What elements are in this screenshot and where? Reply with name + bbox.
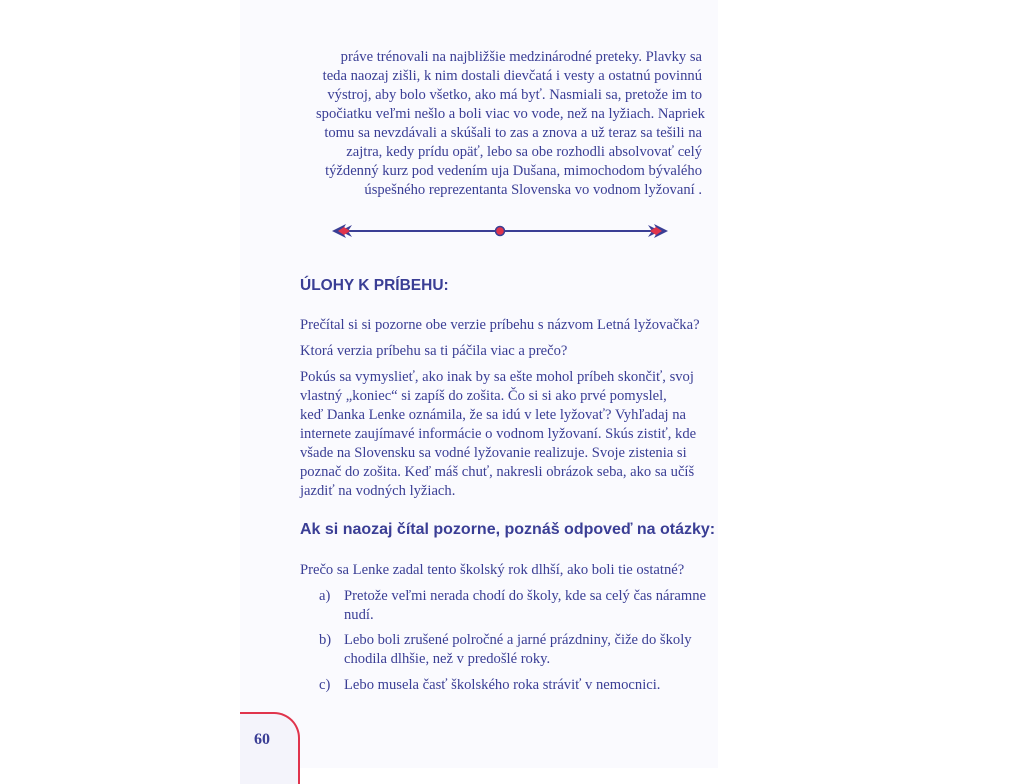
story-line: výstroj, aby bolo všetko, ako má byť. Nasmiali sa, pretože im to [327, 87, 702, 103]
option-letter: b) [319, 632, 332, 648]
story-line: spočiatku veľmi nešlo a boli viac vo vode, než na lyžiach. Napriek [316, 106, 705, 122]
quiz-heading: Ak si naozaj čítal pozorne, poznáš odpoveď na otázky: [300, 521, 716, 538]
story-line: tomu sa nevzdávali a skúšali to zas a znova a už teraz sa tešili na [324, 125, 702, 141]
option-letter: c) [319, 677, 331, 693]
task-question-1 [300, 316, 700, 335]
story-line: zajtra, kedy prídu opäť, lebo sa obe rozhodli absolvovať celý [346, 144, 702, 160]
task-line: všade na Slovensku sa vodné lyžovanie realizuje. Svoje zistenia si [300, 445, 687, 461]
story-line: práve trénovali na najbližšie medzinárodné preteky. Plavky sa [340, 49, 702, 65]
task-line: vlastný „koniec“ si zapíš do zošita. Čo si si ako prvé pomyslel, [300, 388, 667, 404]
story-paragraph [316, 48, 705, 200]
book-page [240, 0, 718, 768]
task-line: keď Danka Lenke oznámila, že sa idú v lete lyžovať? Vyhľadaj na [300, 407, 687, 423]
story-line: úspešného reprezentanta Slovenska vo vodnom lyžovaní . [364, 182, 702, 198]
task-question-2-text: Ktorá verzia príbehu sa ti páčila viac a prečo? [300, 343, 568, 359]
quiz-question-text: Prečo sa Lenke zadal tento školský rok dlhší, ako boli tie ostatné? [300, 562, 685, 578]
story-line: týždenný kurz pod vedením uja Dušana, mimochodom bývalého [325, 163, 702, 179]
option-line: Lebo boli zrušené polročné a jarné prázdniny, čiže do školy [344, 632, 692, 648]
task-line: internete zaujímavé informácie o vodnom lyžovaní. Skús zistiť, kde [300, 426, 697, 442]
task-line: Pokús sa vymyslieť, ako inak by sa ešte mohol príbeh skončiť, svoj [300, 369, 694, 385]
task-line: poznač do zošita. Keď máš chuť, nakresli obrázok seba, ako sa učíš [300, 464, 695, 480]
option-line: Lebo musela časť školského roka stráviť v nemocnici. [344, 677, 661, 693]
quiz-question [300, 561, 684, 580]
task-question-3 [300, 368, 696, 501]
option-line: chodila dlhšie, než v predošlé roky. [344, 651, 551, 667]
task-question-2 [300, 342, 567, 361]
task-line: jazdiť na vodných lyžiach. [300, 483, 456, 499]
page-number-tab [240, 712, 300, 784]
option-line: Pretože veľmi nerada chodí do školy, kde sa celý čas náramne [344, 588, 706, 604]
task-question-1-text: Prečítal si si pozorne obe verzie príbehu s názvom Letná lyžovačka? [300, 317, 700, 333]
tasks-heading: ÚLOHY K PRÍBEHU: [300, 277, 449, 294]
page-number: 60 [254, 731, 270, 748]
story-line: teda naozaj zišli, k nim dostali dievčatá i vesty a ostatnú povinnú [322, 68, 702, 84]
ornamental-divider [330, 220, 670, 242]
option-letter: a) [319, 588, 331, 604]
option-line: nudí. [344, 607, 374, 623]
